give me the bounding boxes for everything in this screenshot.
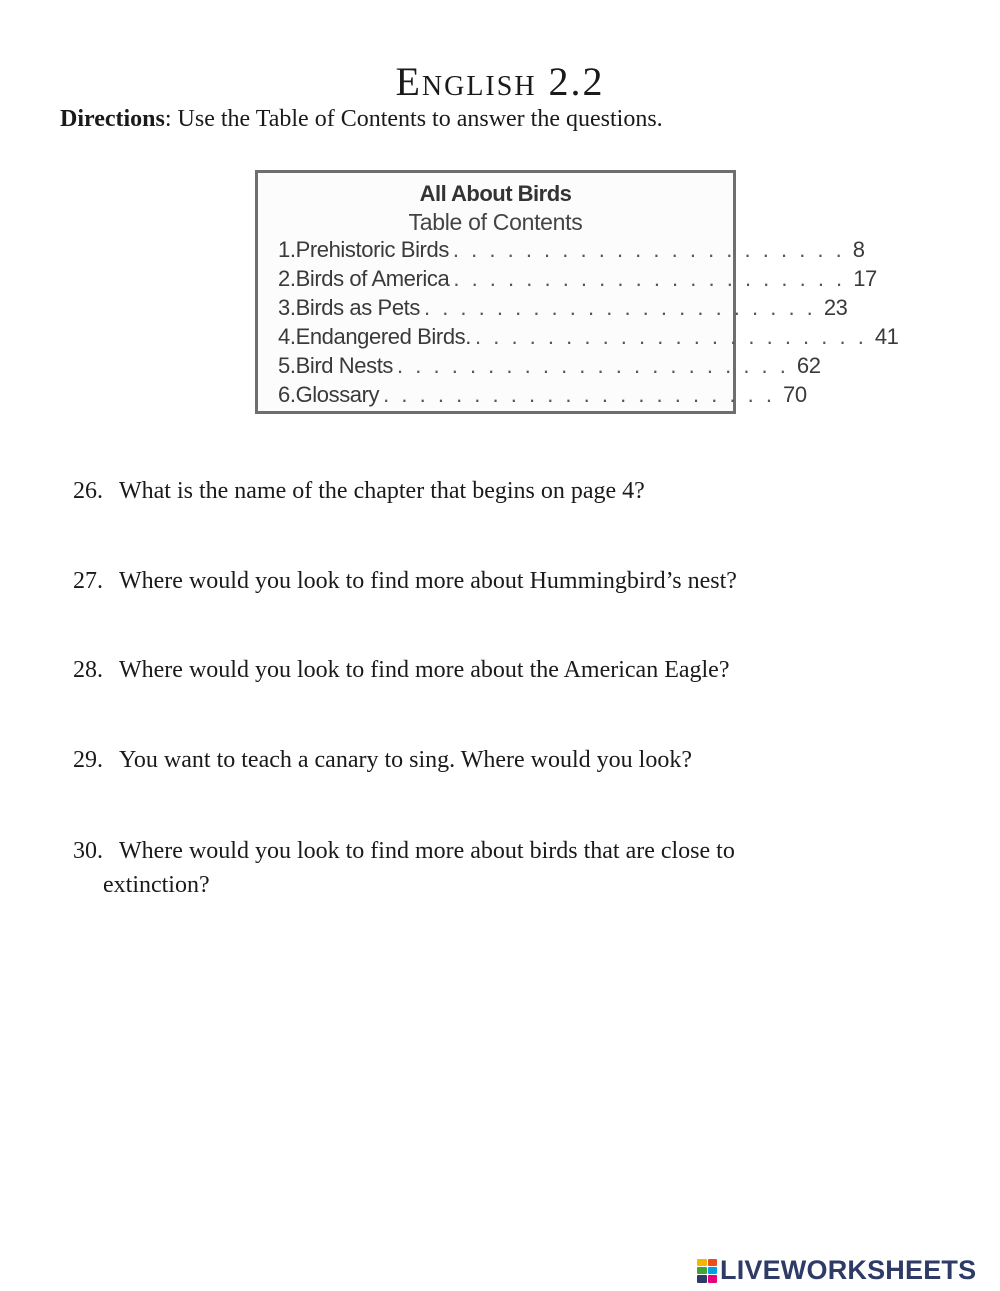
toc-entry — [278, 382, 807, 411]
question-30 — [73, 834, 853, 902]
question-number: 30. — [73, 838, 103, 864]
toc-entry-page: 17 — [853, 266, 877, 291]
question-number: 26. — [73, 478, 103, 504]
toc-entry-number: 5. — [278, 353, 296, 378]
toc-entry — [278, 266, 877, 295]
toc-entry-leader: . . . . . . . . . . . . . . . . . . . . . . — [397, 353, 789, 378]
toc-entry-page: 23 — [823, 295, 848, 320]
question-text-continued: extinction? — [103, 872, 210, 898]
question-text: You want to teach a canary to sing. Where would you look? — [119, 747, 692, 773]
toc-entry-name: Birds of America — [295, 266, 450, 291]
toc-entry-leader: . . . . . . . . . . . . . . . . . . . . . . — [383, 382, 776, 407]
toc-entry — [278, 295, 848, 324]
question-27 — [73, 564, 853, 598]
toc-entry — [278, 237, 865, 266]
toc-entry-number: 1. — [278, 237, 296, 262]
directions-label: Directions — [60, 106, 165, 132]
question-number: 29. — [73, 747, 103, 773]
toc-title: All About Birds — [419, 181, 572, 206]
question-text: What is the name of the chapter that begins on page 4? — [119, 478, 645, 504]
directions — [60, 106, 663, 133]
directions-text: : Use the Table of Contents to answer the questions. — [164, 106, 663, 132]
question-28 — [73, 653, 853, 687]
toc-entry-leader: . . . . . . . . . . . . . . . . . . . . . . — [453, 266, 846, 291]
toc-entry-page: 70 — [783, 382, 807, 407]
toc-entry-leader: . . . . . . . . . . . . . . . . . . . . . . — [423, 295, 816, 320]
question-29 — [73, 743, 853, 777]
toc-entry — [278, 324, 899, 353]
liveworksheets-logo-icon — [697, 1259, 717, 1283]
liveworksheets-brand — [697, 1255, 976, 1286]
question-text: Where would you look to find more about Hummingbird’s nest? — [119, 568, 737, 594]
page-title: English 2.2 — [395, 59, 605, 104]
toc-entry-name: Endangered Birds. — [295, 324, 471, 349]
toc-entry-leader: . . . . . . . . . . . . . . . . . . . . . . — [452, 237, 845, 262]
toc-entry-leader: . . . . . . . . . . . . . . . . . . . . . . — [475, 324, 867, 349]
toc-entry-name: Prehistoric Birds — [295, 237, 449, 262]
toc-entry-number: 2. — [278, 266, 296, 291]
liveworksheets-wordmark: LIVEWORKSHEETS — [720, 1255, 977, 1285]
toc-entry-page: 8 — [852, 237, 865, 262]
toc-entry-name: Birds as Pets — [295, 295, 420, 320]
toc-subtitle: Table of Contents — [408, 209, 583, 235]
question-text: Where would you look to find more about birds that are close to — [119, 838, 735, 864]
toc-list — [278, 237, 899, 411]
question-number: 27. — [73, 568, 103, 594]
toc-entry-page: 41 — [874, 324, 899, 349]
question-26 — [73, 474, 853, 508]
question-text: Where would you look to find more about the American Eagle? — [119, 657, 730, 683]
toc-entry-number: 4. — [278, 324, 296, 349]
question-number: 28. — [73, 657, 103, 683]
toc-entry — [278, 353, 821, 382]
toc-entry-page: 62 — [796, 353, 821, 378]
toc-entry-name: Glossary — [295, 382, 380, 407]
toc-entry-number: 6. — [278, 382, 296, 407]
toc-entry-number: 3. — [278, 295, 296, 320]
toc-entry-name: Bird Nests — [295, 353, 394, 378]
table-of-contents-image — [255, 170, 899, 414]
